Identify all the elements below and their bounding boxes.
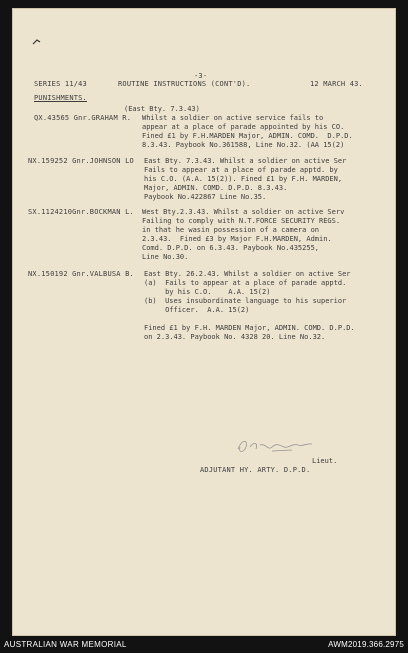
entry-4-line-3: by his C.O. A.A. 15(2) bbox=[144, 288, 271, 296]
archive-name: AUSTRALIAN WAR MEMORIAL bbox=[4, 640, 127, 649]
entry-3-line-3: in that he wasin possession of a camera on bbox=[142, 226, 320, 234]
document-date: 12 MARCH 43. bbox=[310, 80, 363, 88]
handwritten-signature bbox=[232, 431, 324, 461]
entry-4-line-4: (b) Uses insubordinate language to his superior bbox=[144, 297, 347, 305]
entry-1-line-3: appear at a place of parade appointed by his CO. bbox=[142, 123, 345, 131]
entry-2-line-4: Major, ADMIN. COMD. D.P.D. 8.3.43. bbox=[144, 184, 288, 192]
entry-2-line-1: East Bty. 7.3.43. Whilst a soldier on active Ser bbox=[144, 157, 347, 165]
entry-4-line-1: East Bty. 26.2.43. Whilst a soldier on active Ser bbox=[144, 270, 351, 278]
entry-3-line-2: Failing to comply with N.T.FORCE SECURITY REGS. bbox=[142, 217, 341, 225]
entry-3-line-6: Line No.30. bbox=[142, 253, 189, 261]
entry-1-line-2: Whilst a soldier on active service fails to bbox=[142, 114, 324, 122]
entry-4-line-5: Officer. A.A. 15(2) bbox=[144, 306, 250, 314]
section-title: PUNISHMENTS. bbox=[34, 94, 87, 102]
entry-1-line-5: 8.3.43. Paybook No.361588, Line No.32. (AA 15(2) bbox=[142, 141, 345, 149]
document-title: ROUTINE INSTRUCTIONS (CONT'D). bbox=[118, 80, 251, 88]
archive-reference: AWM2019.366.2975 bbox=[328, 640, 404, 649]
entry-1-line-1: (East Bty. 7.3.43) bbox=[124, 105, 200, 113]
entry-3-line-4: 2.3.43. Fined £3 by Major F.H.MARDEN, Admin. bbox=[142, 235, 332, 243]
entry-4-line-2: (a) Fails to appear at a place of parade apptd. bbox=[144, 279, 347, 287]
entry-3-line-1: West Bty.2.3.43. Whilst a soldier on active Serv bbox=[142, 208, 345, 216]
entry-4-id: NX.150192 Gnr.VALBUSA B. bbox=[28, 270, 134, 278]
entry-3-id: SX.1124210Gnr.BOCKMAN L. bbox=[28, 208, 134, 216]
document-page bbox=[12, 8, 396, 636]
entry-4-line-8: on 2.3.43. Paybook No. 4328 20. Line No.32. bbox=[144, 333, 326, 341]
signature-title: ADJUTANT HY. ARTY. D.P.D. bbox=[200, 466, 311, 474]
entry-2-line-5: Paybook No.422867 Line No.35. bbox=[144, 193, 267, 201]
entry-2-line-3: his C.O. (A.A. 15(2)). Fined £1 by F.H. MARDEN, bbox=[144, 175, 343, 183]
entry-2-id: NX.159252 Gnr.JOHNSON LO bbox=[28, 157, 134, 165]
entry-1-id: QX.43565 Gnr.GRAHAM R. bbox=[34, 114, 132, 122]
pencil-mark-icon bbox=[32, 38, 42, 46]
entry-2-line-2: Fails to appear at a place of parade apptd. by bbox=[144, 166, 338, 174]
archive-footer bbox=[0, 636, 408, 653]
series-number: SERIES 11/43 bbox=[34, 80, 87, 88]
signature-rank: Lieut. bbox=[312, 457, 338, 465]
page-number: -3- bbox=[194, 72, 208, 80]
entry-1-line-4: Fined £1 by F.H.MARDEN Major, ADMIN. COMD. D.P.D. bbox=[142, 132, 353, 140]
entry-4-line-7: Fined £1 by F.H. MARDEN Major, ADMIN. COMD. D.P.D. bbox=[144, 324, 355, 332]
entry-3-line-5: Comd. D.P.D. on 6.3.43. Paybook No.435255, bbox=[142, 244, 320, 252]
